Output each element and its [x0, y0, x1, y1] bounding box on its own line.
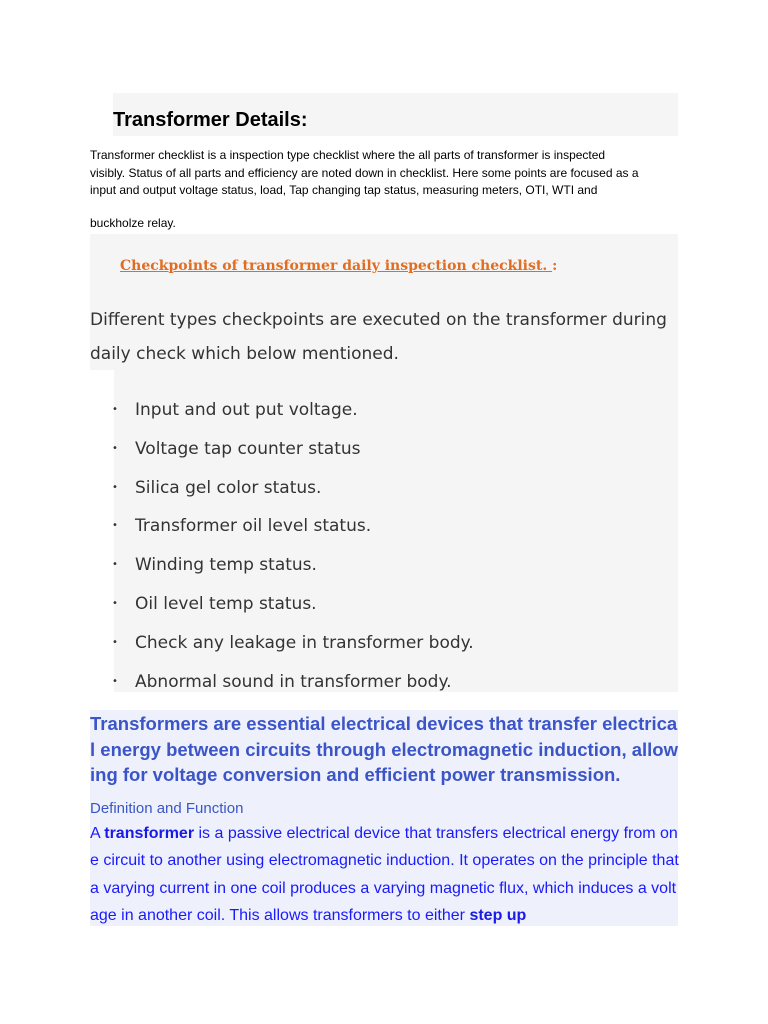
intro-last-line: buckholze relay. — [90, 216, 176, 230]
checkpoints-description: Different types checkpoints are executed on the transformer during daily check which below mentioned. — [90, 310, 667, 364]
bullet-icon: • — [112, 675, 118, 687]
bullet-icon: • — [112, 520, 118, 532]
list-item-label: Winding temp status. — [135, 555, 317, 576]
bullet-icon: • — [112, 481, 118, 493]
checkpoints-heading-link[interactable]: Checkpoints of transformer daily inspection checklist. — [120, 258, 553, 274]
list-item-label: Abnormal sound in transformer body. — [135, 671, 452, 692]
list-item-label: Silica gel color status. — [135, 477, 322, 498]
list-item — [112, 469, 715, 508]
intro-line: visibly. Status of all parts and efficiency are noted down in checklist. Here some points are focused as a — [90, 165, 639, 180]
checkpoints-heading — [120, 258, 557, 274]
intro-paragraph — [90, 147, 680, 200]
bullet-icon: • — [112, 636, 118, 648]
list-item-label: Oil level temp status. — [135, 593, 317, 614]
summary-body-text: is a passive electrical device that transfers electrical energy from one circuit to another using electromagnetic induction. It operates on the principle that a varying current in one coil produces a varying magnetic flux, which induces a voltage in another coil. This allows transformers to either — [90, 825, 679, 925]
checkpoints-heading-suffix: : — [552, 258, 558, 274]
bullet-icon: • — [112, 597, 118, 609]
summary-body — [90, 820, 680, 926]
summary-bold-step-up: step up — [469, 907, 527, 925]
list-item — [112, 507, 715, 546]
list-item — [112, 585, 715, 624]
summary-bold-term: transformer — [104, 825, 195, 842]
intro-line: Transformer checklist is a inspection type checklist where the all parts of transformer is inspected — [90, 148, 606, 162]
bullet-icon: • — [112, 404, 118, 415]
list-item — [112, 663, 715, 702]
intro-line: input and output voltage status, load, Tap changing tap status, measuring meters, OTI, WTI and — [90, 183, 598, 197]
bullet-icon: • — [112, 442, 118, 454]
list-item-label: Voltage tap counter status — [135, 438, 361, 459]
list-item — [112, 624, 715, 663]
list-item — [112, 430, 715, 469]
list-item — [112, 391, 715, 430]
summary-body-prefix: A — [90, 825, 105, 842]
definition-label: Definition and Function — [90, 800, 244, 817]
title-block — [113, 93, 678, 136]
checkpoint-list — [90, 391, 715, 701]
list-item-label: Check any leakage in transformer body. — [135, 632, 474, 653]
list-item-label: Input and out put voltage. — [135, 400, 358, 420]
bullet-icon: • — [112, 559, 118, 571]
page-title: Transformer Details: — [113, 109, 308, 131]
list-item — [112, 546, 715, 585]
list-item-label: Transformer oil level status. — [135, 516, 372, 537]
summary-heading: Transformers are essential electrical devices that transfer electrical energy between circuits through electromagnetic induction, allowing for voltage conversion and efficient power transmission. — [90, 713, 678, 785]
